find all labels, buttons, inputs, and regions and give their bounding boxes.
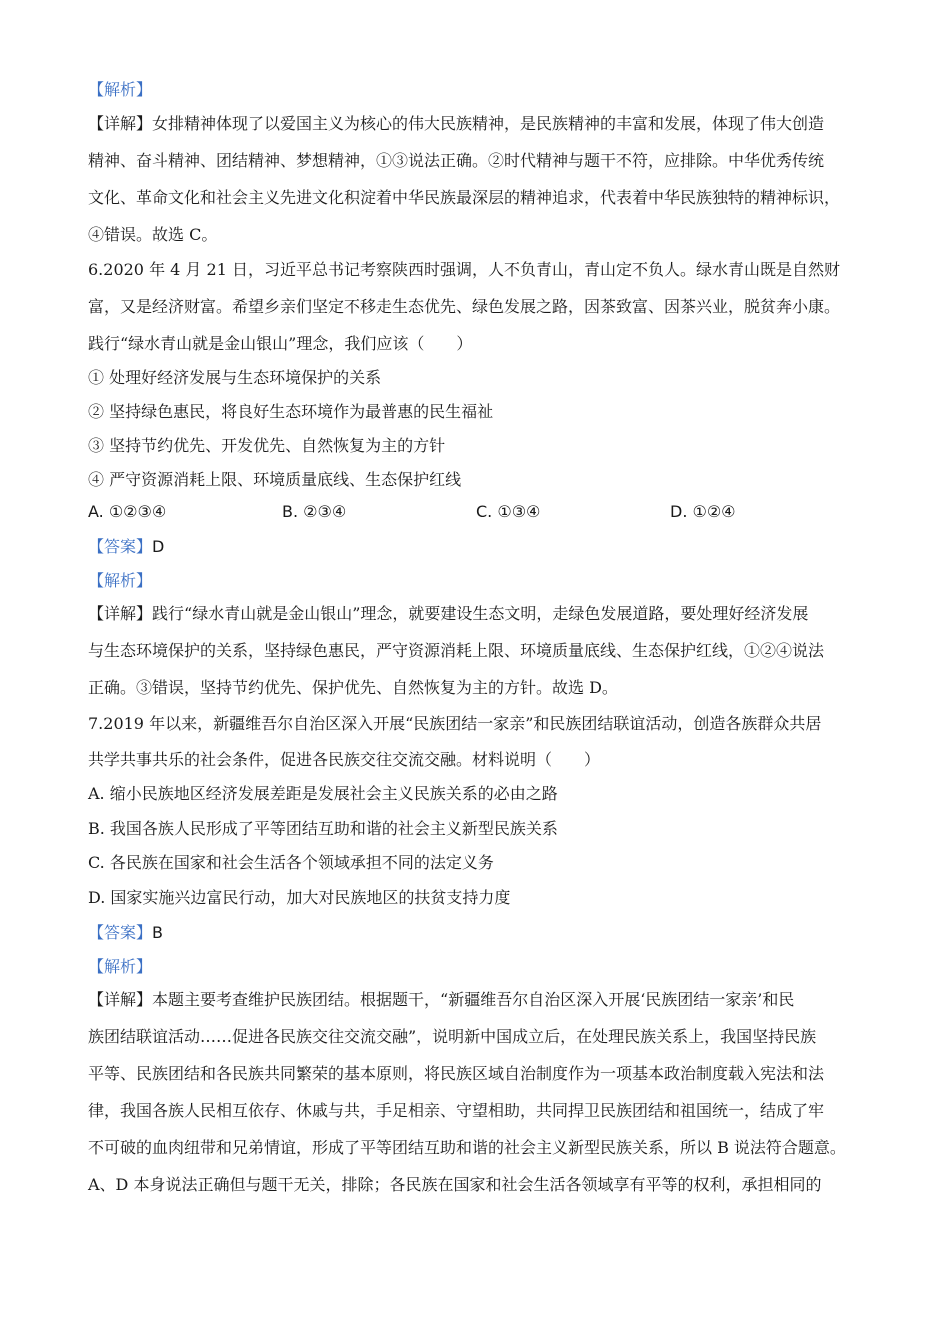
q6-stem-line: 践行“绿水青山就是金山银山”理念，我们应该（ ） xyxy=(88,334,473,353)
q7-option-c: C. 各民族在国家和社会生活各个领域承担不同的法定义务 xyxy=(88,853,494,872)
q7-option-b: B. 我国各族人民形成了平等团结互助和谐的社会主义新型民族关系 xyxy=(88,819,558,838)
q6-answer-value: D xyxy=(152,537,165,556)
q5-detail-label: 【详解】 xyxy=(88,114,153,133)
q5-detail-line: 【详解】女排精神体现了以爱国主义为核心的伟大民族精神，是民族精神的丰富和发展，体现了伟大创造 xyxy=(88,114,825,133)
q5-detail-line: 文化、革命文化和社会主义先进文化积淀着中华民族最深层的精神追求，代表着中华民族独特的精神标识， xyxy=(88,188,841,207)
q6-detail-line: 【详解】践行“绿水青山就是金山银山”理念，就要建设生态文明，走绿色发展道路，要处理好经济发展 xyxy=(88,604,809,623)
q5-detail-line: 精神、奋斗精神、团结精神、梦想精神，①③说法正确。②时代精神与题干不符，应排除。中华优秀传统 xyxy=(88,151,825,170)
q7-detail-line: 平等、民族团结和各民族共同繁荣的基本原则，将民族区域自治制度作为一项基本政治制度载入宪法和法 xyxy=(88,1064,825,1083)
q7-stem-line: 7.2019 年以来，新疆维吾尔自治区深入开展“民族团结一家亲”和民族团结联谊活动，创造各族群众共居 xyxy=(88,714,822,733)
q6-stem-line: 6.2020 年 4 月 21 日，习近平总书记考察陕西时强调，人不负青山，青山定不负人。绿水青山既是自然财 xyxy=(88,260,840,279)
q7-detail-line: 【详解】本题主要考查维护民族团结。根据题干，“新疆维吾尔自治区深入开展‘民族团结一家亲’和民 xyxy=(88,990,795,1009)
q6-item: ① 处理好经济发展与生态环境保护的关系 xyxy=(88,368,382,387)
q6-detail-line: 正确。③错误，坚持节约优先、保护优先、自然恢复为主的方针。故选 D。 xyxy=(88,678,618,697)
q7-option-d: D. 国家实施兴边富民行动，加大对民族地区的扶贫支持力度 xyxy=(88,888,511,907)
q6-item: ③ 坚持节约优先、开发优先、自然恢复为主的方针 xyxy=(88,436,446,455)
q6-detail-line: 与生态环境保护的关系，坚持绿色惠民，严守资源消耗上限、环境质量底线、生态保护红线，①②④说法 xyxy=(88,641,825,660)
q7-detail-line: A、D 本身说法正确但与题干无关，排除；各民族在国家和社会生活各领域享有平等的权利，承担相同的 xyxy=(88,1175,822,1194)
q6-detail-label: 【详解】 xyxy=(88,604,153,623)
q7-detail-line: 律，我国各族人民相互依存、休戚与共，手足相亲、守望相助，共同捍卫民族团结和祖国统一，结成了牢 xyxy=(88,1101,825,1120)
q6-item: ④ 严守资源消耗上限、环境质量底线、生态保护红线 xyxy=(88,470,462,489)
q6-analysis-heading: 【解析】 xyxy=(88,571,153,590)
q5-analysis-heading: 【解析】 xyxy=(88,80,153,99)
q6-stem-line: 富，又是经济财富。希望乡亲们坚定不移走生态优先、绿色发展之路，因茶致富、因茶兴业，脱贫奔小康。 xyxy=(88,297,841,316)
q5-detail-line: ④错误。故选 C。 xyxy=(88,225,218,244)
q6-option-c: C. ①③④ xyxy=(476,502,541,521)
q6-option-d: D. ①②④ xyxy=(670,502,736,521)
q7-answer-value: B xyxy=(152,923,163,942)
q6-item: ② 坚持绿色惠民，将良好生态环境作为最普惠的民生福祉 xyxy=(88,402,494,421)
q7-analysis-heading: 【解析】 xyxy=(88,957,153,976)
q6-answer: 【答案】D xyxy=(88,537,165,556)
q7-stem-line: 共学共事共乐的社会条件，促进各民族交往交流交融。材料说明（ ） xyxy=(88,750,601,769)
q6-option-a: A. ①②③④ xyxy=(88,502,167,521)
q6-option-b: B. ②③④ xyxy=(282,502,347,521)
q7-option-a: A. 缩小民族地区经济发展差距是发展社会主义民族关系的必由之路 xyxy=(88,784,558,803)
q7-detail-line: 族团结联谊活动……促进各民族交往交流交融”，说明新中国成立后，在处理民族关系上，我国坚持民族 xyxy=(88,1027,817,1046)
q7-detail-label: 【详解】 xyxy=(88,990,153,1009)
q7-detail-line: 不可破的血肉纽带和兄弟情谊，形成了平等团结互助和谐的社会主义新型民族关系，所以 B 说法符合题意。 xyxy=(88,1138,846,1157)
q7-answer: 【答案】B xyxy=(88,923,163,942)
